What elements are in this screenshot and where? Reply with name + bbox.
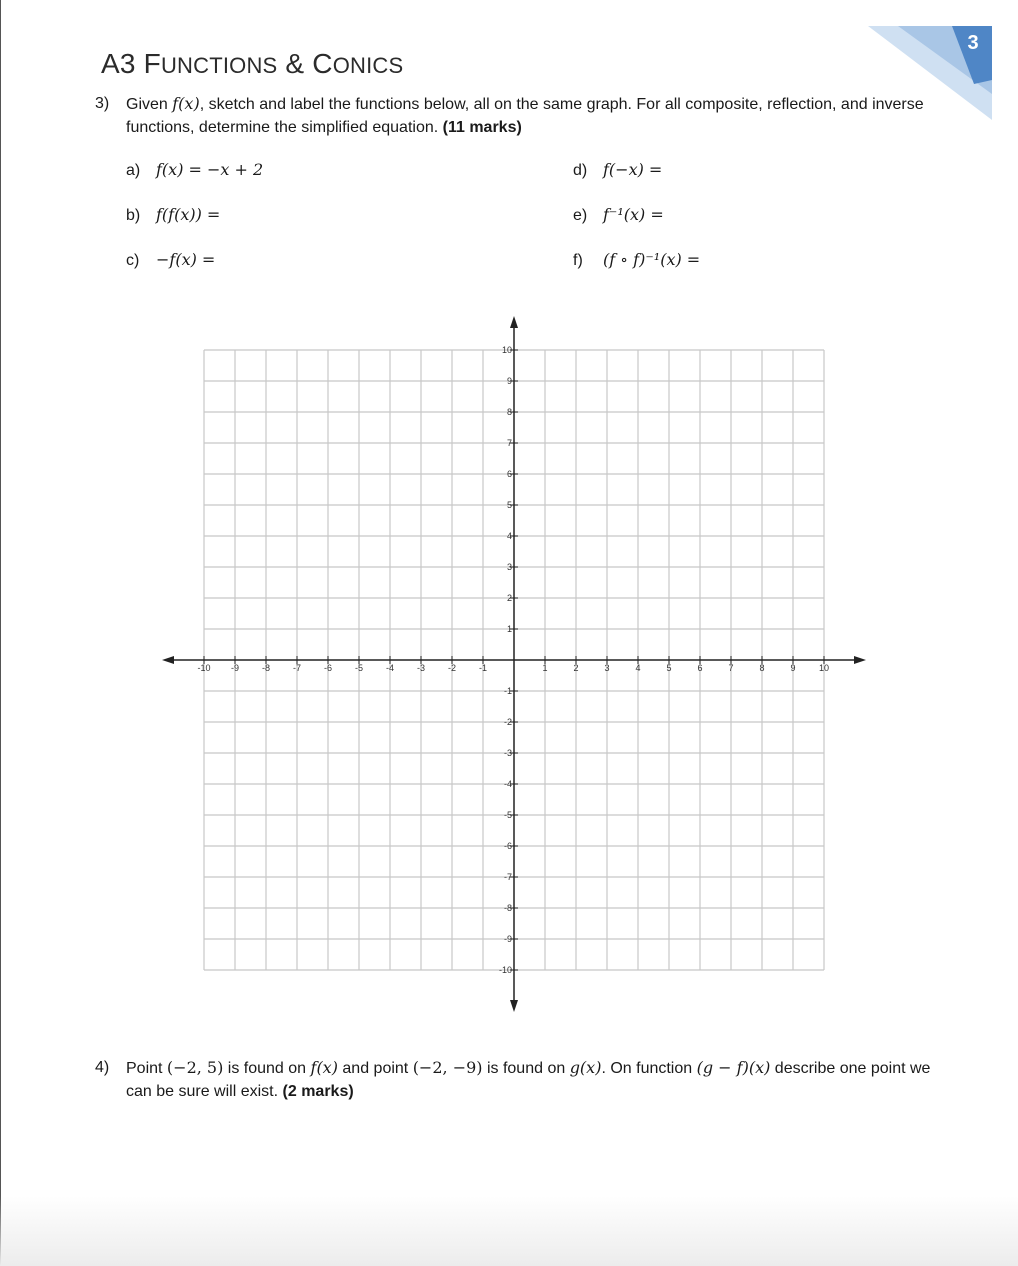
q4-text-4: is found on xyxy=(482,1060,570,1077)
page-title xyxy=(101,48,403,80)
y-tick-label: 1 xyxy=(506,624,512,634)
question-3 xyxy=(95,92,935,139)
y-tick-label: 4 xyxy=(506,531,512,541)
x-tick-label: 1 xyxy=(542,663,548,673)
y-tick-label: -5 xyxy=(503,810,512,820)
page-bottom-shadow xyxy=(0,1196,1018,1266)
y-tick-label: 5 xyxy=(506,500,512,510)
q3-text-2: , sketch and label the functions below, all on the same graph. For all composite, reflection, and inverse functions, determine the simplified equation. xyxy=(126,96,924,136)
part-b-label: b) xyxy=(126,207,141,224)
y-tick-label: 9 xyxy=(506,376,512,386)
q4-math-g-minus-f: (g − f)(x) xyxy=(696,1058,771,1077)
title-part-c: & C xyxy=(277,48,333,79)
x-tick-label: -10 xyxy=(197,663,211,673)
x-tick-label: 7 xyxy=(728,663,734,673)
q4-math-point-g: (−2, −9) xyxy=(412,1058,483,1077)
q4-math-gx: g(x) xyxy=(569,1058,602,1077)
title-part-d: ONICS xyxy=(332,53,404,78)
q4-math-fx: f(x) xyxy=(310,1058,338,1077)
x-tick-label: -6 xyxy=(323,663,333,673)
y-tick-label: -9 xyxy=(503,934,512,944)
y-tick-label: 10 xyxy=(501,345,512,355)
x-tick-label: -9 xyxy=(230,663,240,673)
x-tick-label: -8 xyxy=(261,663,271,673)
q4-text-2: is found on xyxy=(223,1060,311,1077)
x-tick-label: 10 xyxy=(818,663,830,673)
question-4-number: 4) xyxy=(95,1059,110,1076)
x-tick-label: -4 xyxy=(385,663,395,673)
y-tick-label: -6 xyxy=(503,841,512,851)
x-tick-label: -1 xyxy=(478,663,488,673)
y-tick-label: -7 xyxy=(503,872,512,882)
question-4 xyxy=(95,1056,935,1103)
part-e-label: e) xyxy=(573,207,588,224)
x-tick-label: -5 xyxy=(354,663,364,673)
y-axis-arrow-up xyxy=(510,316,518,328)
q4-text-3: and point xyxy=(337,1060,413,1077)
y-tick-label: -1 xyxy=(503,686,512,696)
x-axis-arrow-left xyxy=(162,656,174,664)
x-tick-label: -7 xyxy=(292,663,302,673)
y-tick-label: 6 xyxy=(506,469,512,479)
part-a-expr: f(x) = −x + 2 xyxy=(156,160,264,179)
q4-math-point-f: (−2, 5) xyxy=(166,1058,224,1077)
y-tick-label: 2 xyxy=(506,593,512,603)
x-tick-label: 2 xyxy=(573,663,579,673)
y-tick-label: 7 xyxy=(506,438,512,448)
y-tick-label: -4 xyxy=(503,779,512,789)
q4-marks: (2 marks) xyxy=(282,1083,354,1100)
part-f xyxy=(573,250,700,270)
x-tick-label: 3 xyxy=(604,663,610,673)
y-tick-label: 3 xyxy=(506,562,512,572)
y-tick-label: -8 xyxy=(503,903,512,913)
q4-text-6: describe one point we can be sure will exist. xyxy=(126,1060,931,1100)
x-tick-label: -3 xyxy=(416,663,426,673)
part-f-expr: (f ∘ f)⁻¹(x) = xyxy=(603,250,701,269)
part-d-label: d) xyxy=(573,162,588,179)
q3-marks: (11 marks) xyxy=(442,119,522,136)
x-tick-label: -2 xyxy=(447,663,457,673)
part-a xyxy=(126,160,263,180)
question-4-text xyxy=(126,1056,935,1103)
part-f-label: f) xyxy=(573,252,583,269)
title-part-a: A3 F xyxy=(101,48,161,79)
question-3-text xyxy=(126,92,935,139)
part-c-expr: −f(x) = xyxy=(156,250,216,269)
x-tick-label: 8 xyxy=(759,663,765,673)
page-number: 3 xyxy=(967,32,979,54)
x-tick-label: 5 xyxy=(666,663,672,673)
y-tick-label: -10 xyxy=(498,965,512,975)
x-tick-label: 6 xyxy=(697,663,703,673)
x-axis-arrow-right xyxy=(854,656,866,664)
part-b xyxy=(126,205,220,225)
y-tick-label: 8 xyxy=(506,407,512,417)
page-edge xyxy=(0,0,1,1266)
q3-math-fx: f(x) xyxy=(172,94,200,113)
part-d-expr: f(−x) = xyxy=(603,160,663,179)
part-b-expr: f(f(x)) = xyxy=(156,205,221,224)
y-tick-label: -2 xyxy=(503,717,512,727)
title-part-b: UNCTIONS xyxy=(160,53,278,78)
part-a-label: a) xyxy=(126,162,141,179)
coordinate-grid xyxy=(150,300,880,1020)
part-c-label: c) xyxy=(126,252,140,269)
part-c xyxy=(126,250,215,270)
question-3-number: 3) xyxy=(95,95,110,112)
part-e-expr: f⁻¹(x) = xyxy=(603,205,664,224)
x-tick-label: 4 xyxy=(635,663,641,673)
q4-text-5: . On function xyxy=(601,1060,697,1077)
x-tick-label: 9 xyxy=(790,663,796,673)
part-d xyxy=(573,160,662,180)
y-axis-arrow-down xyxy=(510,1000,518,1012)
part-e xyxy=(573,205,664,225)
q4-text-1: Point xyxy=(126,1060,167,1077)
q3-text-1: Given xyxy=(126,96,173,113)
y-tick-label: -3 xyxy=(503,748,512,758)
